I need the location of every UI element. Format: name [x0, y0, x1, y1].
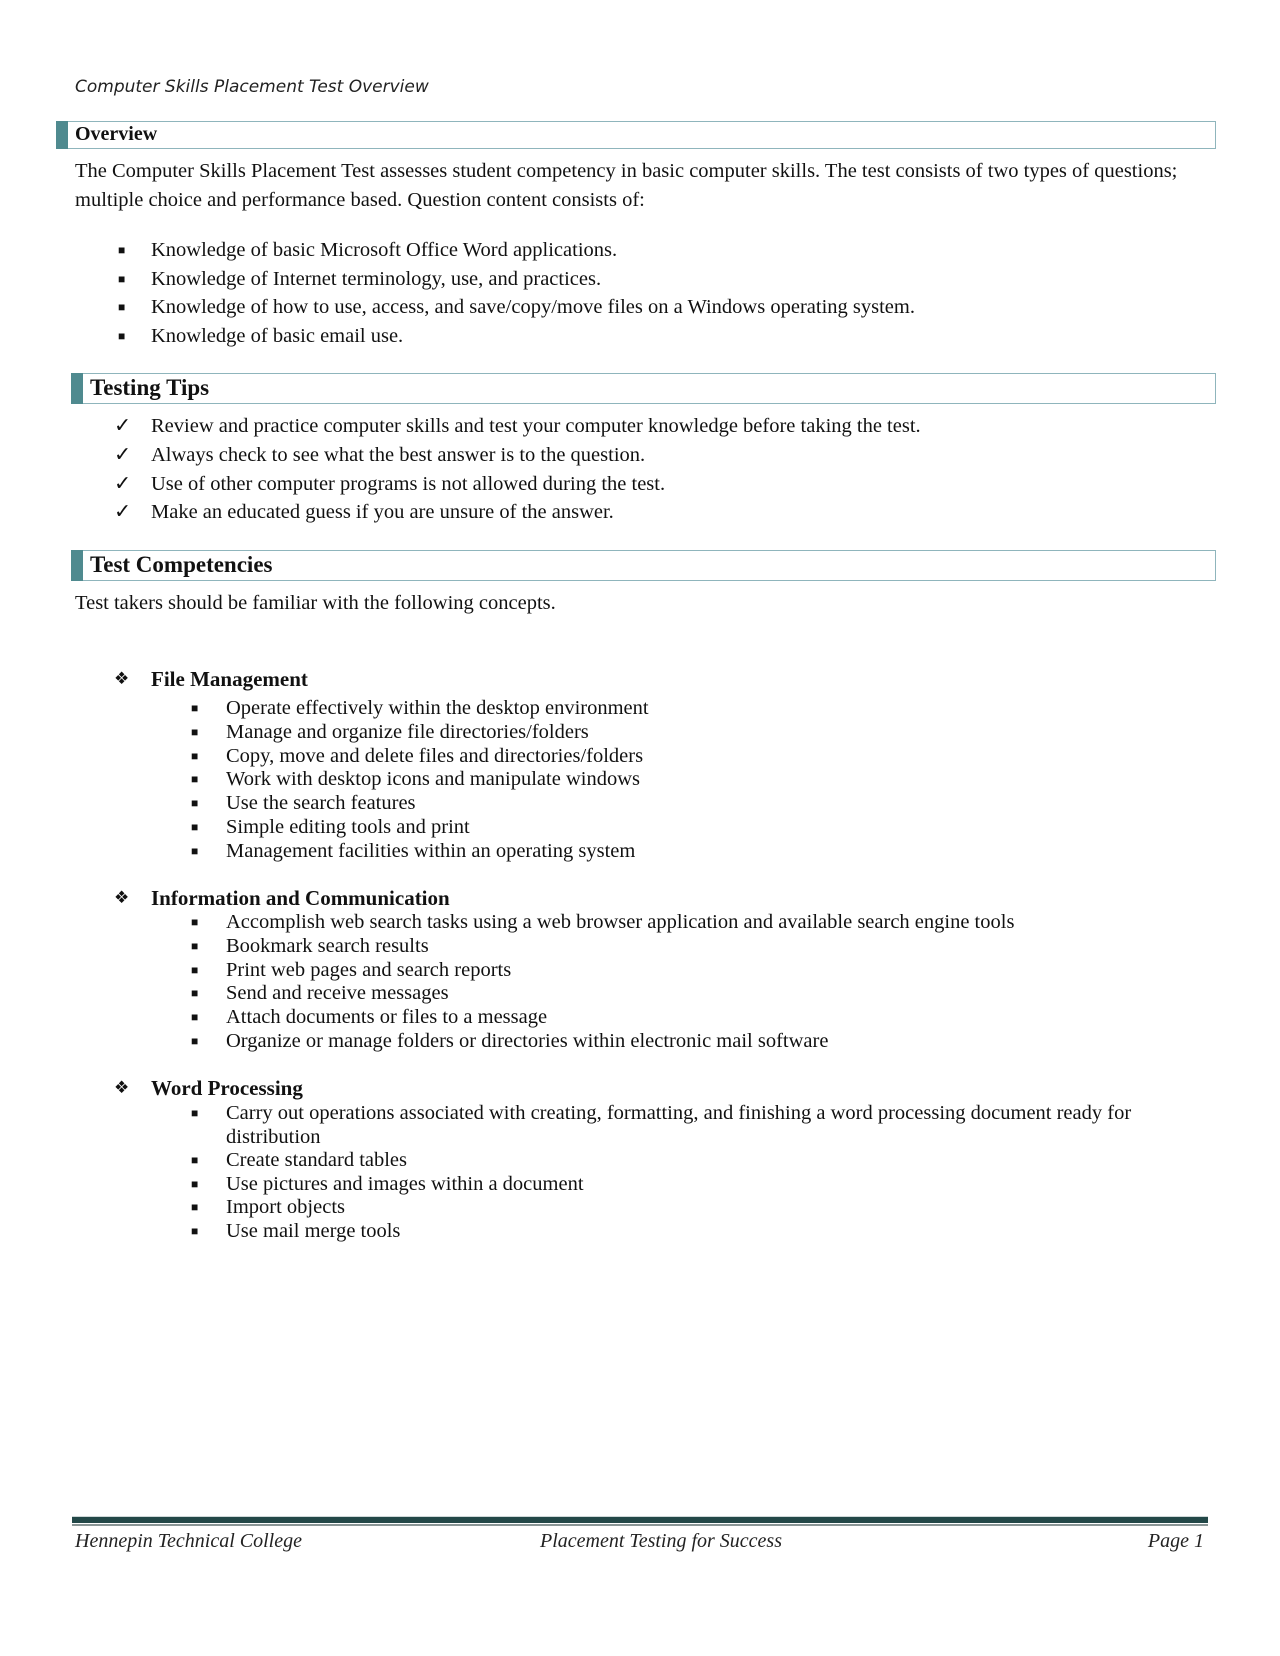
list-item-text: Manage and organize file directories/folders — [226, 720, 589, 743]
list-item — [118, 236, 915, 265]
square-bullet-icon: ■ — [118, 300, 126, 315]
list-item — [118, 265, 915, 294]
checkmark-icon: ✓ — [114, 472, 132, 495]
list-item-text: Simple editing tools and print — [226, 815, 470, 838]
checkmark-icon: ✓ — [114, 443, 132, 466]
list-item — [191, 1220, 1171, 1244]
diamond-bullet-icon: ❖ — [114, 888, 130, 907]
group-title: Word Processing — [151, 1076, 303, 1100]
footer-rule — [72, 1516, 1208, 1523]
heading-accent-bar — [71, 373, 83, 404]
list-item — [191, 1102, 1171, 1149]
list-item — [191, 697, 1171, 721]
square-bullet-icon: ■ — [191, 1033, 199, 1048]
square-bullet-icon: ■ — [191, 938, 199, 953]
list-item-text: Knowledge of how to use, access, and save/copy/move files on a Windows operating system. — [151, 296, 915, 319]
square-bullet-icon: ■ — [191, 772, 199, 787]
list-item-text: Copy, move and delete files and directories/folders — [226, 744, 644, 767]
list-item-text: Attach documents or files to a message — [226, 1006, 548, 1029]
overview-heading: Overview — [75, 123, 158, 145]
overview-list — [118, 236, 915, 351]
list-item-text: Send and receive messages — [226, 982, 449, 1005]
competencies-intro: Test takers should be familiar with the following concepts. — [75, 592, 556, 614]
diamond-bullet-icon: ❖ — [114, 1078, 130, 1097]
list-item — [191, 911, 1171, 935]
list-item — [191, 959, 1171, 983]
tips-list — [114, 412, 921, 527]
list-item — [191, 816, 1171, 840]
list-item-text: Use pictures and images within a document — [226, 1172, 584, 1195]
square-bullet-icon: ■ — [191, 819, 199, 834]
page-header-title: Computer Skills Placement Test Overview — [75, 77, 429, 97]
footer-page-number: Page 1 — [1147, 1530, 1204, 1552]
footer-left: Hennepin Technical College — [75, 1530, 302, 1552]
list-item-text: Operate effectively within the desktop environment — [226, 697, 649, 719]
list-item-text: Use mail merge tools — [226, 1219, 401, 1242]
square-bullet-icon: ■ — [118, 271, 126, 286]
list-item-text: Always check to see what the best answer is to the question. — [151, 443, 646, 466]
checkmark-icon: ✓ — [114, 415, 132, 437]
list-item — [191, 1006, 1171, 1030]
list-item — [114, 498, 921, 527]
group-word-processing — [114, 1076, 303, 1101]
square-bullet-icon: ■ — [191, 1200, 199, 1215]
square-bullet-icon: ■ — [191, 915, 199, 929]
square-bullet-icon: ■ — [191, 1153, 199, 1168]
list-item — [191, 935, 1171, 959]
list-item-text: Management facilities within an operating system — [226, 839, 636, 862]
list-item — [191, 721, 1171, 745]
square-bullet-icon: ■ — [191, 843, 199, 858]
square-bullet-icon: ■ — [191, 748, 199, 763]
list-item — [191, 745, 1171, 769]
square-bullet-icon: ■ — [118, 243, 126, 257]
list-item — [191, 1173, 1171, 1197]
square-bullet-icon: ■ — [191, 1223, 199, 1238]
footer-center: Placement Testing for Success — [540, 1530, 783, 1552]
list-item — [191, 982, 1171, 1006]
list-item-text: Knowledge of basic email use. — [151, 325, 404, 348]
group-file-management — [114, 667, 308, 692]
square-bullet-icon: ■ — [191, 1106, 199, 1120]
list-item-text: Organize or manage folders or directories within electronic mail software — [226, 1029, 829, 1052]
list-item-text: Carry out operations associated with creating, formatting, and finishing a word processing document ready for distribution — [226, 1102, 1132, 1148]
footer-rule-thin — [72, 1524, 1208, 1526]
list-item — [114, 470, 921, 499]
test-competencies-heading: Test Competencies — [90, 552, 273, 577]
square-bullet-icon: ■ — [118, 329, 126, 344]
list-item — [118, 322, 915, 351]
square-bullet-icon: ■ — [191, 796, 199, 811]
section-heading-testing-tips — [71, 373, 1216, 404]
square-bullet-icon: ■ — [191, 701, 199, 715]
list-item — [191, 1196, 1171, 1220]
testing-tips-heading: Testing Tips — [90, 375, 210, 400]
checkmark-icon: ✓ — [114, 501, 132, 524]
section-heading-test-competencies — [71, 550, 1216, 581]
list-item-text: Use the search features — [226, 792, 416, 815]
list-item-text: Work with desktop icons and manipulate windows — [226, 768, 640, 791]
list-item-text: Make an educated guess if you are unsure of the answer. — [151, 501, 614, 524]
file-management-list — [191, 697, 1171, 864]
list-item — [114, 441, 921, 470]
word-processing-list — [191, 1102, 1171, 1244]
heading-accent-bar — [56, 121, 68, 149]
list-item — [191, 792, 1171, 816]
square-bullet-icon: ■ — [191, 724, 199, 739]
list-item — [191, 1149, 1171, 1173]
diamond-bullet-icon: ❖ — [114, 669, 130, 688]
group-title: Information and Communication — [151, 886, 450, 910]
list-item-text: Review and practice computer skills and test your computer knowledge before taking the test. — [151, 415, 921, 437]
list-item-text: Bookmark search results — [226, 934, 429, 957]
heading-accent-bar — [71, 550, 83, 581]
list-item — [191, 840, 1171, 864]
list-item — [191, 768, 1171, 792]
list-item — [114, 412, 921, 441]
section-heading-overview — [56, 121, 1216, 149]
group-title: File Management — [151, 667, 308, 691]
list-item — [118, 293, 915, 322]
square-bullet-icon: ■ — [191, 1176, 199, 1191]
square-bullet-icon: ■ — [191, 986, 199, 1001]
list-item-text: Print web pages and search reports — [226, 958, 512, 981]
list-item — [191, 1030, 1171, 1054]
list-item-text: Knowledge of Internet terminology, use, and practices. — [151, 267, 602, 290]
overview-paragraph: The Computer Skills Placement Test assesses student competency in basic computer skills. The test consists of two types of questions; multiple choice and performance based. Question content consists of: — [75, 160, 1178, 211]
information-communication-list — [191, 911, 1171, 1054]
list-item-text: Knowledge of basic Microsoft Office Word applications. — [151, 239, 618, 261]
list-item-text: Create standard tables — [226, 1149, 408, 1172]
square-bullet-icon: ■ — [191, 962, 199, 977]
group-information-communication — [114, 886, 450, 911]
list-item-text: Accomplish web search tasks using a web browser application and available search engine tools — [226, 911, 1015, 933]
square-bullet-icon: ■ — [191, 1010, 199, 1025]
list-item-text: Use of other computer programs is not allowed during the test. — [151, 472, 666, 495]
list-item-text: Import objects — [226, 1196, 345, 1219]
